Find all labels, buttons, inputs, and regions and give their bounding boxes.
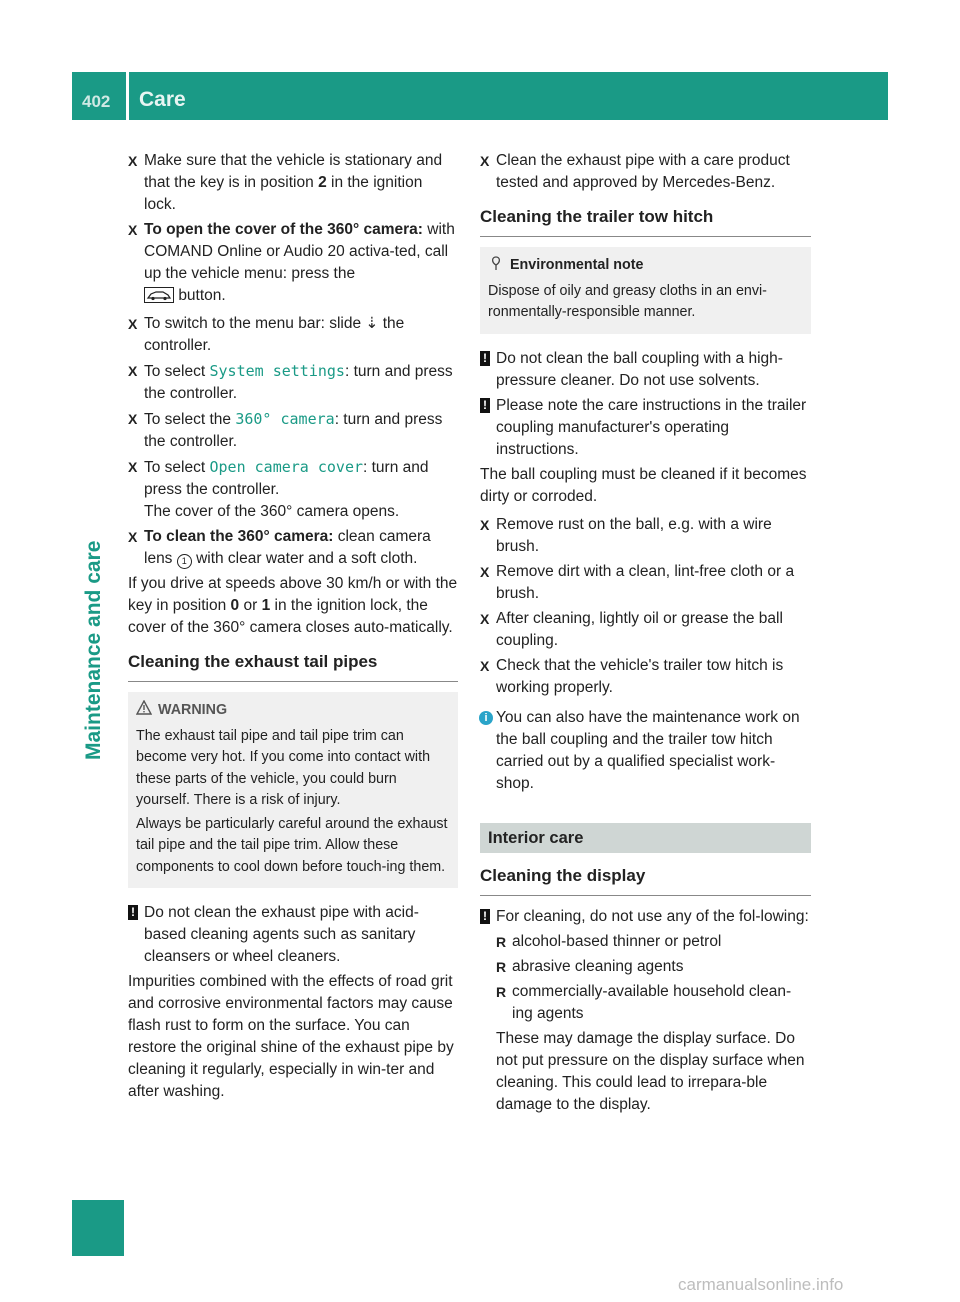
- environmental-note-box: Environmental note Dispose of oily and greasy cloths in an envi-ronmentally-responsible manner.: [480, 247, 811, 334]
- step-marker: X: [128, 459, 138, 475]
- list-item: R commercially-available household clean-ing agents: [496, 982, 792, 1022]
- page-title: Care: [139, 88, 186, 111]
- warning-box: WARNING The exhaust tail pipe and tail pipe trim can become very hot. If you come into contact with these parts of the vehicle, you could burn yourself. There is a risk of injury. Always be particularly careful around the exhaust tail pipe and the tail pipe trim. Allow these components to cool down before touch-ing them.: [128, 692, 458, 888]
- caution-icon: !: [128, 905, 138, 920]
- step: X Clean the exhaust pipe with a care product tested and approved by Mercedes-Benz.: [480, 152, 790, 191]
- paragraph: These may damage the display surface. Do not put pressure on the display surface when cleaning. This could lead to irrepara-ble damage to the display.: [496, 1029, 805, 1113]
- info-note: i You can also have the maintenance work on the ball coupling and the trailer tow hitch carried out by a qualified specialist work-shop.: [480, 707, 811, 795]
- info-icon: i: [479, 711, 493, 725]
- step: X To select Open camera cover: turn and press the controller. The cover of the 360° camera opens.: [128, 458, 429, 520]
- slide-down-icon: ⇣: [365, 315, 379, 332]
- vehicle-button-icon: [144, 287, 174, 310]
- section-label: Maintenance and care: [82, 540, 105, 760]
- section-heading: Cleaning the trailer tow hitch: [480, 200, 811, 237]
- caution-note: ! For cleaning, do not use any of the fol-lowing:: [480, 906, 811, 928]
- side-tab: [72, 120, 124, 1256]
- step: X To select the 360° camera: turn and press the controller.: [128, 410, 443, 450]
- left-column: [128, 150, 458, 1109]
- caution-note: ! Do not clean the exhaust pipe with acid-based cleaning agents such as sanitary cleansers or wheel cleaners.: [128, 902, 458, 968]
- caution-note: ! Please note the care instructions in the trailer coupling manufacturer's operating instructions.: [480, 395, 811, 461]
- caution-note: ! Do not clean the ball coupling with a high-pressure cleaner. Do not use solvents.: [480, 348, 811, 392]
- step: X To clean the 360° camera: clean camera lens 1 with clear water and a soft cloth.: [128, 528, 431, 567]
- step-marker: X: [128, 153, 138, 169]
- leaf-icon: [488, 255, 504, 271]
- step: X Check that the vehicle's trailer tow hitch is working properly.: [480, 656, 784, 696]
- step-marker: X: [128, 529, 138, 545]
- header-separator: [126, 72, 129, 120]
- paragraph: If you drive at speeds above 30 km/h or with the key in position 0 or 1 in the ignition lock, the cover of the 360° camera closes auto-matically.: [128, 575, 458, 636]
- right-column: [480, 150, 811, 1122]
- step-marker: X: [128, 222, 138, 238]
- caution-icon: !: [480, 398, 490, 413]
- warning-triangle-icon: [136, 700, 152, 716]
- side-tab-block: [72, 1200, 124, 1256]
- step: X To switch to the menu bar: slide ⇣ the controller.: [128, 315, 405, 354]
- step: X To open the cover of the 360° camera: with COMAND Online or Audio 20 activa-ted, call up the vehicle menu: press the button.: [128, 219, 458, 310]
- step-marker: X: [128, 411, 138, 427]
- section-banner: Interior care: [480, 823, 811, 853]
- step: X Make sure that the vehicle is stationary and that the key is in position 2 in the ignition lock.: [128, 152, 443, 213]
- paragraph: The ball coupling must be cleaned if it becomes dirty or corroded.: [480, 465, 807, 505]
- step: X After cleaning, lightly oil or grease the ball coupling.: [480, 609, 783, 649]
- section-heading: Cleaning the display: [480, 859, 811, 896]
- step-marker: X: [480, 516, 490, 533]
- section-heading: Cleaning the exhaust tail pipes: [128, 645, 458, 682]
- list-item: R alcohol-based thinner or petrol: [496, 932, 722, 950]
- page-header: [72, 72, 888, 120]
- list-item: R abrasive cleaning agents: [496, 957, 684, 975]
- step-marker: X: [128, 363, 138, 379]
- list-group: [480, 931, 811, 1116]
- step-marker: X: [480, 610, 490, 627]
- step-marker: X: [480, 657, 490, 674]
- step-marker: X: [480, 153, 490, 169]
- caution-icon: !: [480, 909, 490, 924]
- step: X To select System settings: turn and press the controller.: [128, 362, 453, 402]
- step: X Remove dirt with a clean, lint-free cloth or a brush.: [480, 562, 795, 602]
- watermark: carmanualsonline.info: [678, 1275, 844, 1294]
- paragraph: Impurities combined with the effects of road grit and corrosive environmental factors may cause flash rust to form on the surface. You can restore the original shine of the exhaust pipe by cleaning it regularly, especially in win-ter and after washing.: [128, 973, 454, 1100]
- callout-number: 1: [177, 554, 192, 569]
- caution-icon: !: [480, 351, 490, 366]
- step-marker: X: [128, 316, 138, 332]
- page-number: 402: [82, 92, 111, 111]
- step: X Remove rust on the ball, e.g. with a wire brush.: [480, 515, 772, 555]
- step-marker: X: [480, 563, 490, 580]
